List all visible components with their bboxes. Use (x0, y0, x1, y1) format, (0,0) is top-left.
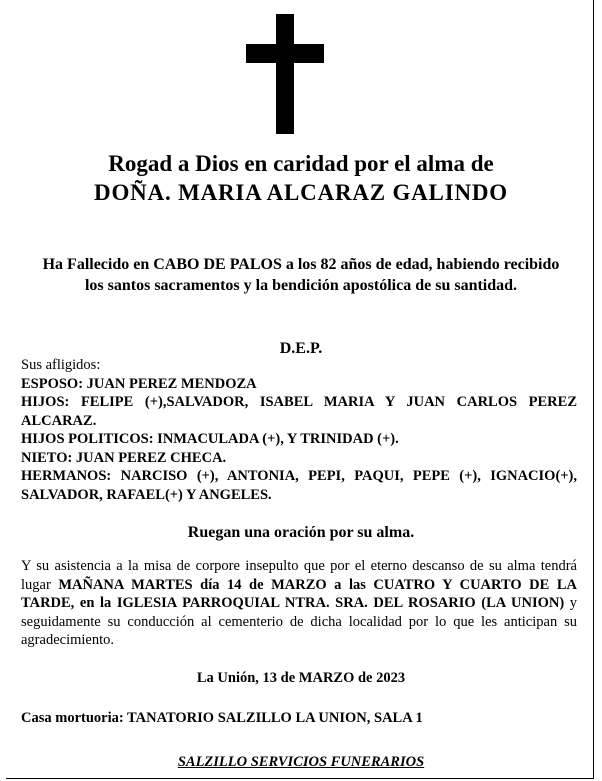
header-line-1: Rogad a Dios en caridad por el alma de (108, 151, 494, 176)
funeral-home-name: SALZILLO SERVICIOS FUNERARIOS (177, 754, 425, 770)
prayer-request: Ruegan una oración por su alma. (187, 524, 415, 541)
notice-date: La Unión, 13 de MARZO de 2023 (196, 670, 406, 686)
dep-heading: D.E.P. (279, 340, 323, 357)
mourner-row: HIJOS POLITICOS: INMACULADA (+), Y TRINIDAD (+). (21, 431, 399, 447)
mourner-row: ESPOSO: JUAN PEREZ MENDOZA (21, 375, 257, 392)
mass-text-1: Y su asistencia a la misa de corpore insepulto que por el eterno descanso de su alma tendrá lugar (21, 558, 577, 593)
mass-text-3: y seguidamente su conducción al cementerio de dicha localidad por lo que les anticipan su agradecimiento. (21, 595, 578, 648)
deceased-name: DOÑA. MARIA ALCARAZ GALINDO (94, 180, 508, 205)
mass-paragraph (21, 557, 577, 650)
mass-details: MAÑANA MARTES día 14 de MARZO a las CUATRO Y CUARTO DE LA TARDE, en la IGLESIA PARROQUIAL NTRA. SRA. DEL ROSARIO (LA UNION) (21, 576, 577, 611)
mourners-section (21, 356, 577, 504)
mortuary-info: Casa mortuoria: TANATORIO SALZILLO LA UNION, SALA 1 (21, 710, 423, 726)
mourner-row: HERMANOS: NARCISO (+), ANTONIA, PEPI, PAQUI, PEPE (+), IGNACIO(+), SALVADOR, RAFAEL(+) Y ANGELES. (21, 468, 577, 503)
mourner-row: NIETO: JUAN PEREZ CHECA. (21, 449, 227, 466)
mourner-row: HIJOS: FELIPE (+),SALVADOR, ISABEL MARIA Y JUAN CARLOS PEREZ ALCARAZ. (21, 394, 577, 429)
death-announcement: Ha Fallecido en CABO DE PALOS a los 82 años de edad, habiendo recibido los santos sacramentos y la bendición apostólica de su santidad. (42, 256, 560, 294)
mourners-label: Sus afligidos: (21, 357, 101, 373)
cross-icon (246, 14, 324, 134)
